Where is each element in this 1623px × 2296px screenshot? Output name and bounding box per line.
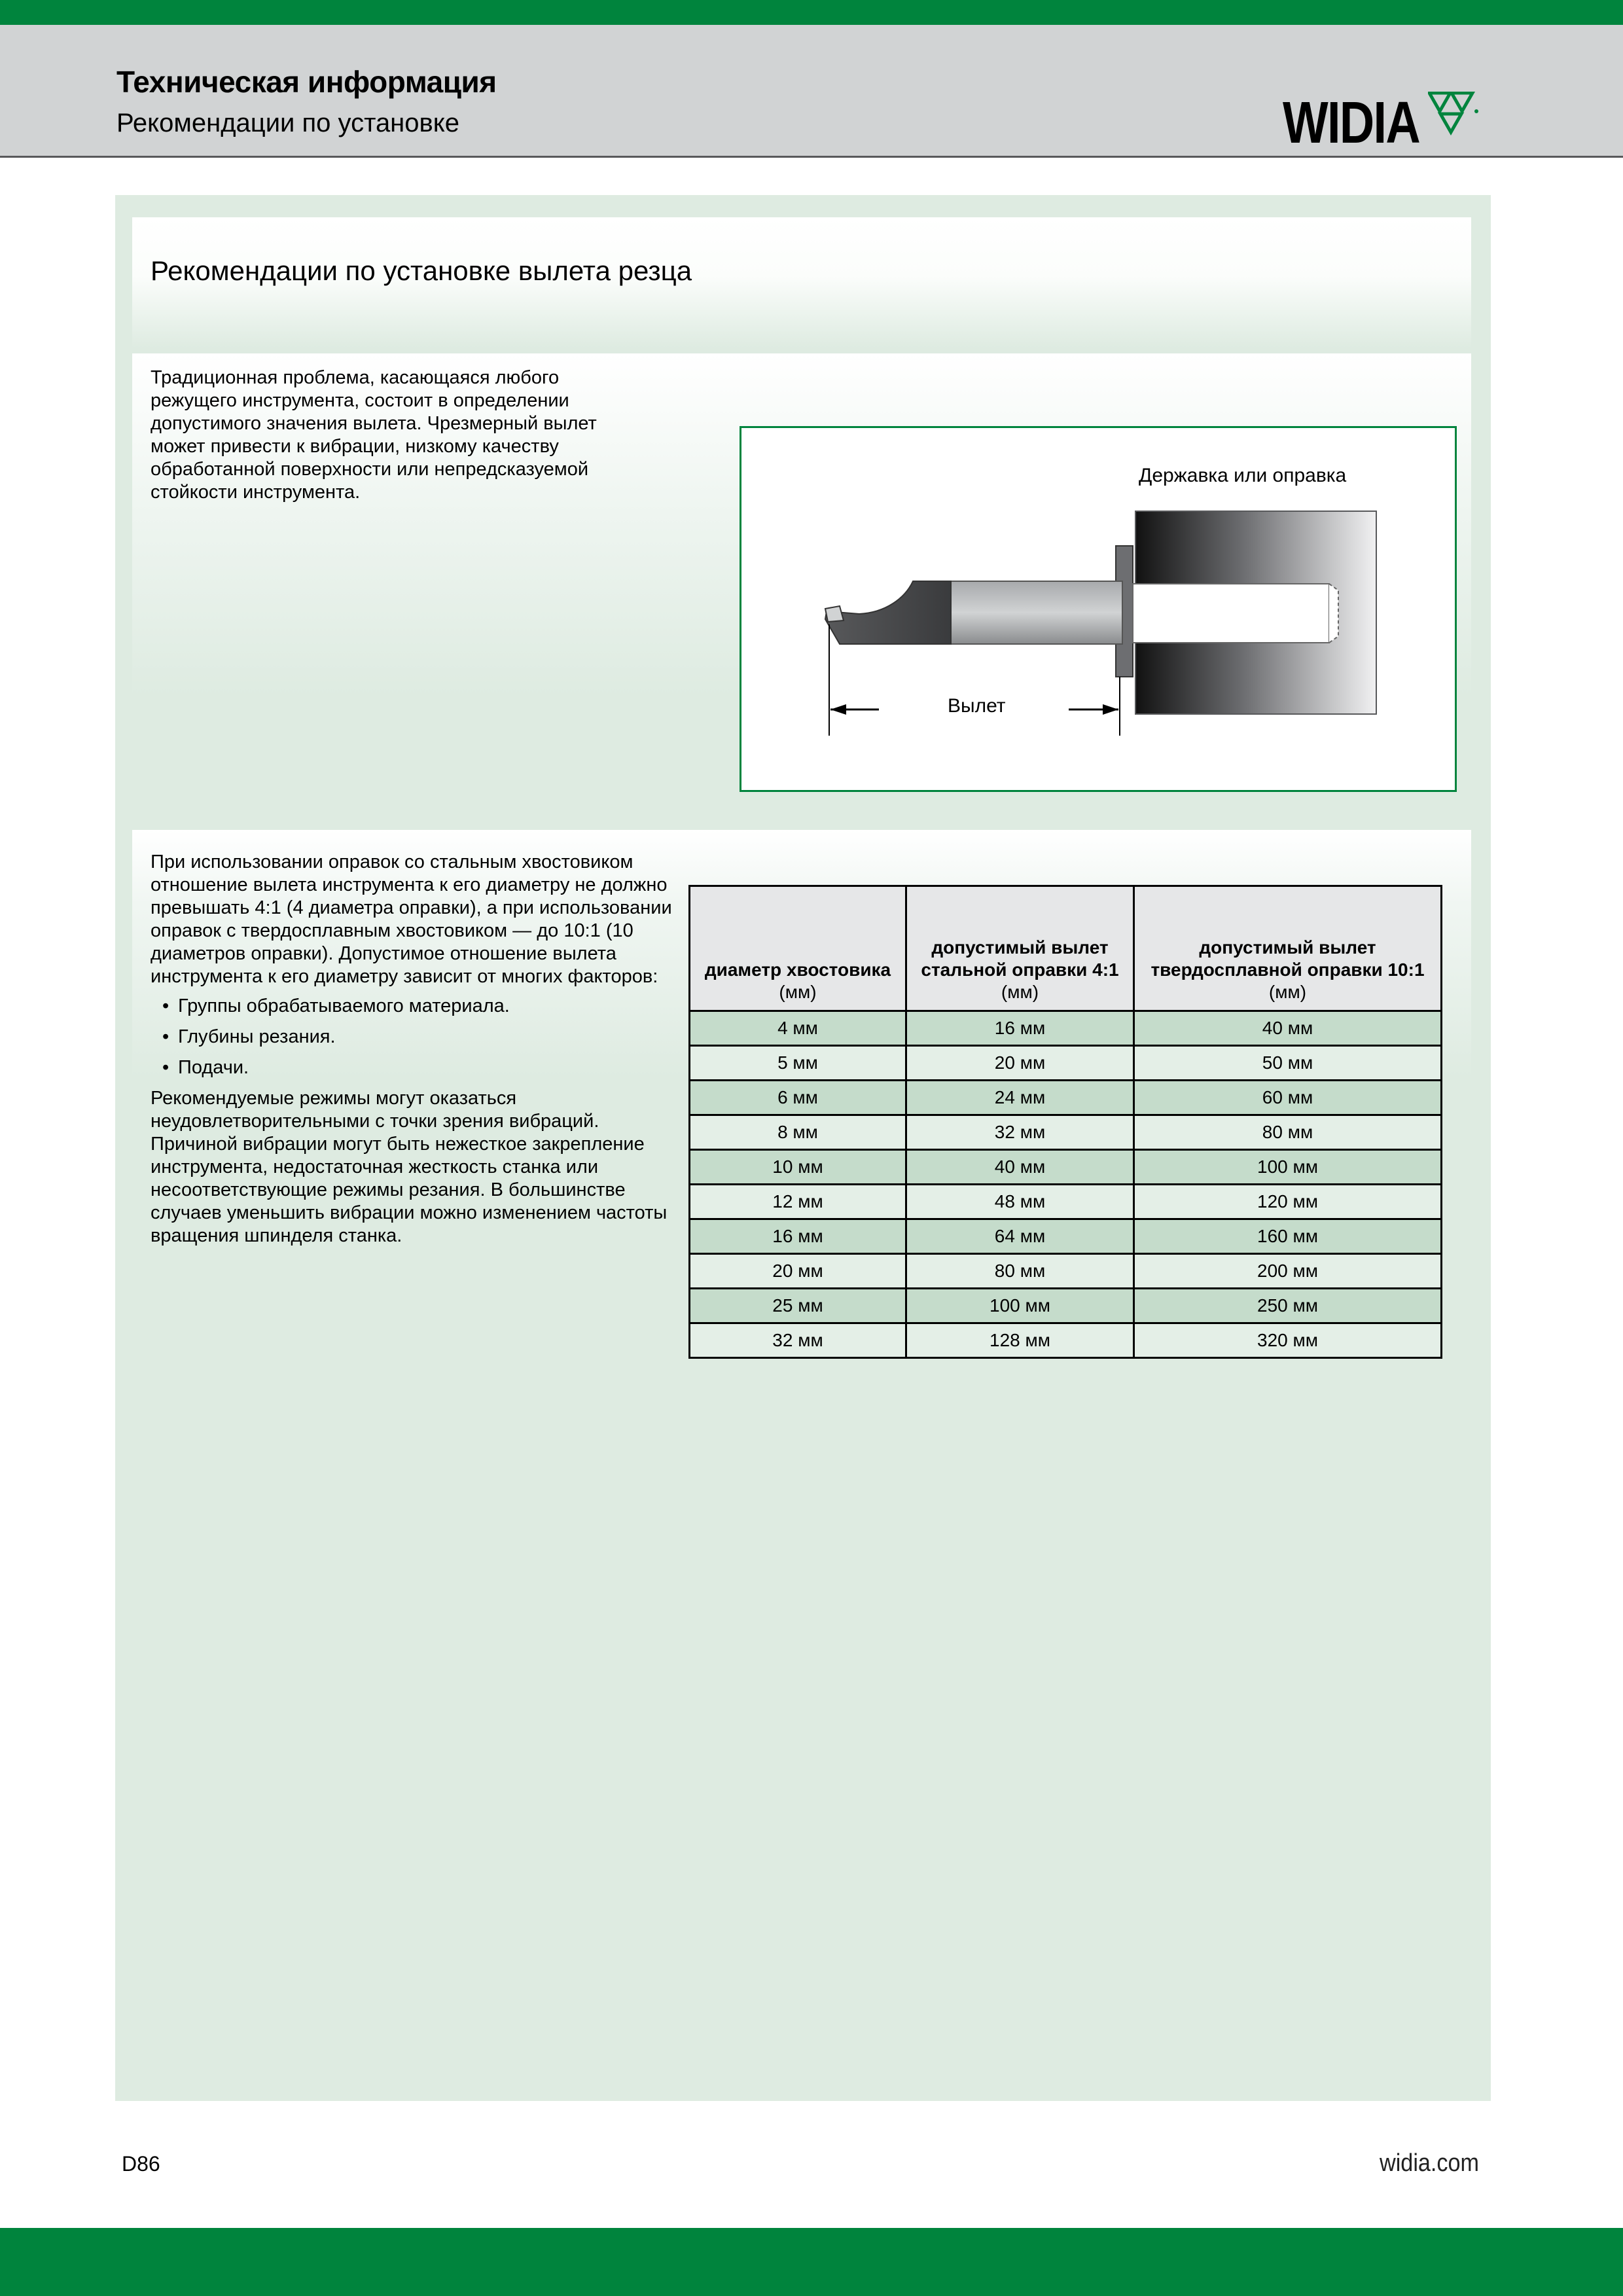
overhang-diagram [741,428,1455,790]
cell-diameter: 16 мм [690,1219,906,1254]
cell-carbide-overhang: 80 мм [1134,1115,1442,1150]
cell-carbide-overhang: 200 мм [1134,1254,1442,1289]
widia-logo [1283,90,1479,156]
website-link[interactable]: widia.com [1380,2149,1480,2177]
table-row [690,1081,1442,1115]
cell-steel-overhang: 100 мм [906,1289,1134,1323]
table-row [690,1289,1442,1323]
table-row [690,1254,1442,1289]
tool-head [825,581,951,644]
bar-inside-holder [1133,584,1329,643]
content-panel [115,195,1491,2101]
cell-steel-overhang: 64 мм [906,1219,1134,1254]
bottom-green-bar [0,2228,1623,2296]
closing-paragraph: Рекомендуемые режимы могут оказаться неудовлетворительными с точки зрения вибраций. Причиной вибрации могут быть нежесткое закрепление инструмента, недостаточная жесткость станка или несоответствующие режимы резания. В большинстве случаев уменьшить вибрации можно изменением частоты вращения шпинделя станка. [151,1088,668,1246]
header-subtitle: Рекомендации по установке [116,109,459,137]
table-row [690,1150,1442,1185]
cell-diameter: 4 мм [690,1011,906,1046]
cell-diameter: 10 мм [690,1150,906,1185]
overhang-table [688,885,1442,1359]
cell-steel-overhang: 16 мм [906,1011,1134,1046]
intro-paragraph: Традиционная проблема, касающаяся любого режущего инструмента, состоит в определении допустимого значения вылета. Чрезмерный вылет может привести к вибрации, низкому качеству обработанной поверхности или непредсказуемой стойкости инструмента. [151,367,597,503]
page-number: D86 [122,2152,160,2176]
overhang-label: Вылет [948,695,1006,717]
tool-insert [825,606,844,622]
top-green-bar [0,0,1623,25]
cell-carbide-overhang: 320 мм [1134,1323,1442,1358]
cell-carbide-overhang: 100 мм [1134,1150,1442,1185]
cell-diameter: 12 мм [690,1185,906,1219]
cell-steel-overhang: 32 мм [906,1115,1134,1150]
table-row [690,1323,1442,1358]
logo-triangles-icon [1428,92,1480,137]
cell-carbide-overhang: 60 мм [1134,1081,1442,1115]
cell-diameter: 8 мм [690,1115,906,1150]
section-header [132,217,1471,348]
factors-list [151,995,674,1079]
col-header-carbide: допустимый вылет твердосплавной оправки 10:1 (мм) [1134,886,1442,1011]
cell-diameter: 6 мм [690,1081,906,1115]
overhang-figure [740,426,1457,792]
list-item: • Глубины резания. [178,1026,674,1049]
holder-label: Державка или оправка [1139,465,1347,486]
cell-carbide-overhang: 120 мм [1134,1185,1442,1219]
cell-steel-overhang: 40 мм [906,1150,1134,1185]
cell-steel-overhang: 48 мм [906,1185,1134,1219]
table-row [690,1185,1442,1219]
cell-steel-overhang: 20 мм [906,1046,1134,1081]
list-item: • Группы обрабатываемого материала. [178,995,674,1018]
table-header-row [690,886,1442,1011]
cell-carbide-overhang: 50 мм [1134,1046,1442,1081]
bar-end-dashed [1329,584,1338,643]
cell-steel-overhang: 80 мм [906,1254,1134,1289]
cell-carbide-overhang: 250 мм [1134,1289,1442,1323]
header-title: Техническая информация [116,65,497,99]
table-row [690,1115,1442,1150]
col-header-diameter: диаметр хвостовика (мм) [690,886,906,1011]
table-row [690,1046,1442,1081]
logo-wordmark: WIDIA [1283,90,1420,156]
cell-steel-overhang: 128 мм [906,1323,1134,1358]
bar-shank [951,581,1122,644]
list-item: • Подачи. [178,1056,674,1079]
details-text [151,851,674,1247]
cell-carbide-overhang: 160 мм [1134,1219,1442,1254]
cell-diameter: 5 мм [690,1046,906,1081]
table-row [690,1219,1442,1254]
table-row [690,1011,1442,1046]
cell-diameter: 20 мм [690,1254,906,1289]
section-title: Рекомендации по установке вылета резца [151,255,692,286]
cell-steel-overhang: 24 мм [906,1081,1134,1115]
cell-carbide-overhang: 40 мм [1134,1011,1442,1046]
details-paragraph: При использовании оправок со стальным хвостовиком отношение вылета инструмента к его диаметру не должно превышать 4:1 (4 диаметра оправки), а при использовании оправок с твердосплавным хвостовиком — до 10:1 (10 диаметров оправки). Допустимое отношение вылета инструмента к его диаметру зависит от многих факторов: [151,852,672,987]
page-header [0,25,1623,158]
col-header-steel: допустимый вылет стальной оправки 4:1 (мм) [906,886,1134,1011]
cell-diameter: 32 мм [690,1323,906,1358]
cell-diameter: 25 мм [690,1289,906,1323]
